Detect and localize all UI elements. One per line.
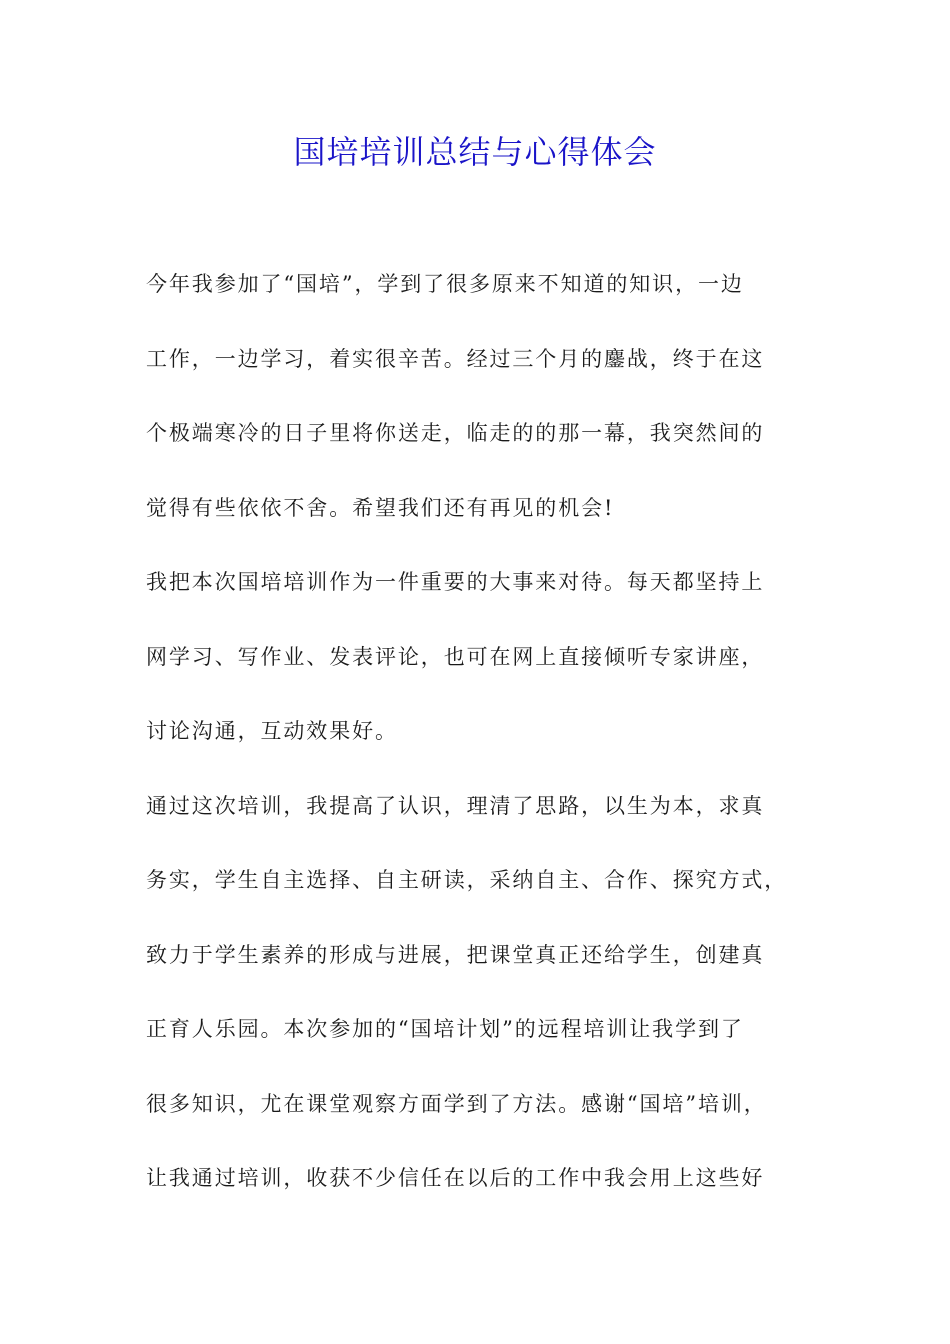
text-line: 个极端寒冷的日子里将你送走，临走的的那一幕，我突然间的 <box>146 421 765 445</box>
text-line: 工作，一边学习，着实很辛苦。经过三个月的鏖战，终于在这 <box>146 346 765 371</box>
text-line: 让我通过培训，收获不少信任在以后的工作中我会用上这些好 <box>146 1166 765 1190</box>
text-line: 通过这次培训，我提高了认识，理清了思路，以生为本，求真 <box>146 793 765 818</box>
text-line: 很多知识，尤在课堂观察方面学到了方法。感谢“国培”培训， <box>146 1091 767 1116</box>
text-line: 网学习、写作业、发表评论，也可在网上直接倾听专家讲座， <box>146 644 765 669</box>
text-line: 讨论沟通，互动效果好。 <box>146 719 398 743</box>
text-line: 觉得有些依依不舍。希望我们还有再见的机会! <box>146 495 615 520</box>
text-line: 我把本次国培培训作为一件重要的大事来对待。每天都坚持上 <box>146 570 765 594</box>
document-title: 国培培训总结与心得体会 <box>293 133 657 171</box>
text-line: 今年我参加了“国培”，学到了很多原来不知道的知识，一边 <box>146 272 744 296</box>
text-line: 务实，学生自主选择、自主研读，采纳自主、合作、探究方式， <box>146 868 788 892</box>
text-line: 正育人乐园。本次参加的“国培计划”的远程培训让我学到了 <box>146 1017 744 1041</box>
document-body <box>146 262 836 1231</box>
text-line: 致力于学生素养的形成与进展，把课堂真正还给学生，创建真 <box>146 942 765 967</box>
